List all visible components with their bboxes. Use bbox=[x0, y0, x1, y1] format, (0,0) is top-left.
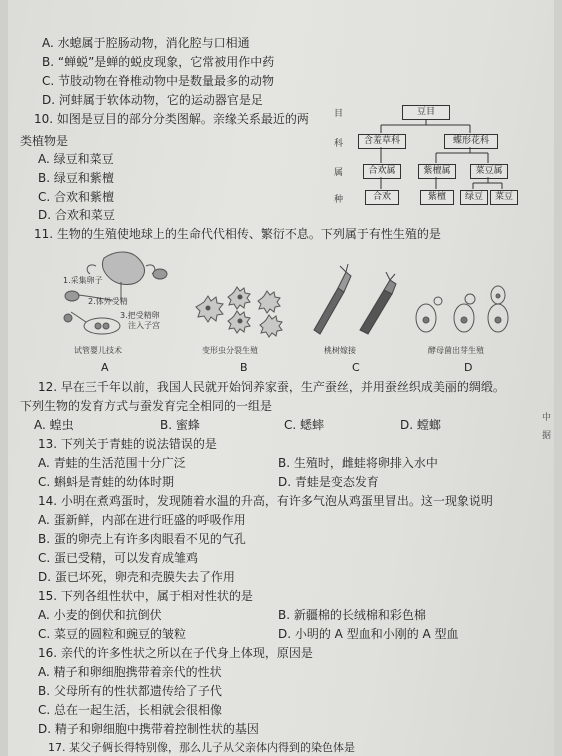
q10-option-a: A. 绿豆和菜豆 bbox=[38, 152, 114, 166]
q16-option-b: B. 父母所有的性状都遗传给了子代 bbox=[38, 684, 222, 698]
caption-d: 酵母菌出芽生殖 bbox=[428, 346, 484, 355]
q13-stem: 13. 下列关于青蛙的说法错误的是 bbox=[38, 437, 217, 451]
q15-option-b: B. 新疆棉的长绒棉和彩色棉 bbox=[278, 608, 426, 622]
q9-option-d: D. 河蚌属于软体动物，它的运动器官是足 bbox=[42, 93, 263, 107]
q9-option-c: C. 节肢动物在脊椎动物中是数量最多的动物 bbox=[42, 74, 275, 88]
q9-option-a: A. 水螅属于腔肠动物，消化腔与口相通 bbox=[42, 36, 250, 50]
node-species-mung-bean: 绿豆 bbox=[460, 190, 488, 205]
q10-option-d: D. 合欢和菜豆 bbox=[38, 208, 115, 222]
node-species-kidney-bean: 菜豆 bbox=[490, 190, 518, 205]
level-species-label: 种 bbox=[334, 195, 344, 205]
q14-stem: 14. 小明在煮鸡蛋时，发现随着水温的升高，有许多气泡从鸡蛋里冒出。这一现象说明 bbox=[38, 494, 493, 508]
figure-letter-a: A bbox=[101, 361, 109, 374]
q15-stem: 15. 下列各组性状中，属于相对性状的是 bbox=[38, 589, 253, 603]
exam-page bbox=[8, 0, 554, 756]
caption-a: 试管婴儿技术 bbox=[74, 346, 122, 355]
yeast-budding-illustration bbox=[8, 0, 554, 360]
q13-option-c: C. 蝌蚪是青蛙的幼体时期 bbox=[38, 475, 175, 489]
ivf-step-1: 1.采集卵子 bbox=[63, 276, 103, 285]
q12-stem: 12. 早在三千年以前，我国人民就开始饲养家蚕，生产蚕丝，并用蚕丝织成美丽的绸缎。 bbox=[38, 380, 505, 394]
q11-stem: 11. 生物的生殖使地球上的生命代代相传、繁衍不息。下列属于有性生殖的是 bbox=[34, 227, 441, 241]
node-species-pterocarpus: 紫檀 bbox=[420, 190, 454, 205]
caption-b: 变形虫分裂生殖 bbox=[202, 346, 258, 355]
caption-c: 桃树嫁接 bbox=[324, 346, 356, 355]
q10-stem: 10. 如图是豆目的部分分类图解。亲缘关系最近的两 bbox=[34, 112, 309, 126]
node-genus-phaseolus: 菜豆属 bbox=[470, 164, 508, 179]
q15-option-a: A. 小麦的倒伏和抗倒伏 bbox=[38, 608, 162, 622]
q15-option-c: C. 菜豆的圆粒和豌豆的皱粒 bbox=[38, 627, 187, 641]
node-genus-pterocarpus: 紫檀属 bbox=[418, 164, 456, 179]
node-species-albizia: 合欢 bbox=[365, 190, 399, 205]
q16-stem: 16. 亲代的许多性状之所以在子代身上体现，原因是 bbox=[38, 646, 313, 660]
figure-letter-b: B bbox=[240, 361, 248, 374]
q14-option-d: D. 蛋已坏死，卵壳和壳膜失去了作用 bbox=[38, 570, 235, 584]
ivf-step-3: 3.把受精卵 bbox=[120, 311, 160, 320]
q16-option-a: A. 精子和卵细胞携带着亲代的性状 bbox=[38, 665, 222, 679]
q12-option-d: D. 螳螂 bbox=[400, 418, 441, 432]
q10-stem-cont: 类植物是 bbox=[20, 134, 69, 148]
figure-letter-d: D bbox=[464, 361, 473, 374]
q13-option-b: B. 生殖时，雌蛙将卵排入水中 bbox=[278, 456, 438, 470]
q16-option-c: C. 总在一起生活，长相就会很相像 bbox=[38, 703, 223, 717]
level-genus-label: 属 bbox=[334, 168, 344, 178]
q12-option-b: B. 蜜蜂 bbox=[160, 418, 200, 432]
node-order: 豆目 bbox=[402, 105, 450, 120]
ivf-step-3-cont: 注入子宫 bbox=[128, 321, 160, 330]
q12-option-c: C. 蟋蟀 bbox=[284, 418, 325, 432]
level-family-label: 科 bbox=[334, 139, 344, 149]
q17-stem: 17. 某父子俩长得特别像，那么儿子从父亲体内得到的染色体是 bbox=[48, 741, 355, 754]
q14-option-c: C. 蛋已受精，可以发育成雏鸡 bbox=[38, 551, 199, 565]
figure-letter-c: C bbox=[352, 361, 360, 374]
q13-option-a: A. 青蛙的生活范围十分广泛 bbox=[38, 456, 186, 470]
node-genus-albizia: 合欢属 bbox=[363, 164, 401, 179]
q10-option-c: C. 合欢和紫檀 bbox=[38, 190, 115, 204]
node-family-papilionaceae: 蝶形花科 bbox=[444, 134, 498, 149]
level-order-label: 目 bbox=[334, 109, 344, 119]
q9-option-b: B. “蝉蜕”是蝉的蜕皮现象，它常被用作中药 bbox=[42, 55, 275, 69]
q10-option-b: B. 绿豆和紫檀 bbox=[38, 171, 114, 185]
edge-mark-1: 中 bbox=[542, 413, 552, 423]
q12-option-a: A. 蝗虫 bbox=[34, 418, 74, 432]
q14-option-b: B. 蛋的卵壳上有许多肉眼看不见的气孔 bbox=[38, 532, 246, 546]
q16-option-d: D. 精子和卵细胞中携带着控制性状的基因 bbox=[38, 722, 259, 736]
node-family-mimosaceae: 含羞草科 bbox=[358, 134, 406, 149]
ivf-step-2: 2.体外受精 bbox=[88, 297, 128, 306]
q15-option-d: D. 小明的 A 型血和小刚的 A 型血 bbox=[278, 627, 459, 641]
q14-option-a: A. 蛋新鲜，内部在进行旺盛的呼吸作用 bbox=[38, 513, 246, 527]
q13-option-d: D. 青蛙是变态发育 bbox=[278, 475, 379, 489]
edge-mark-2: 据 bbox=[542, 431, 552, 441]
q12-stem-cont: 下列生物的发育方式与蚕发育完全相同的一组是 bbox=[20, 399, 273, 413]
